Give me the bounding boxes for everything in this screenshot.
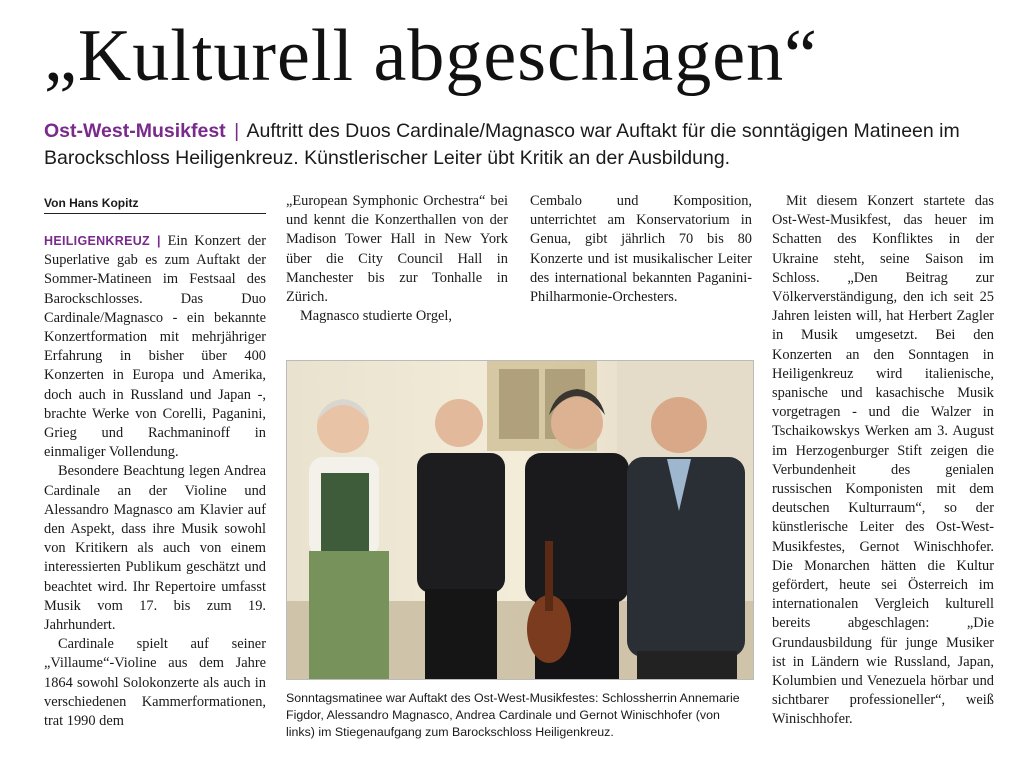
kicker-separator: | (234, 120, 240, 142)
kicker: Ost-West-Musikfest (44, 120, 226, 142)
paragraph-text: Ein Konzert der Superlative gab es zum Auftakt der Sommer-Matineen im Festsaal des Barockschlosses. Das Duo Cardinale/Magnasco - ein bekannte Konzertformation mit mehrjähriger Erfahrung in bisher über 400 Konzerten in Europa und Amerika, doch auch in Russland und Japan -, brachte Werke von Corelli, Paganini, Grieg und Rachmaninoff in einmaliger Vollendung. (44, 233, 266, 461)
dateline: HEILIGENKREUZ | (44, 234, 161, 248)
paragraph: Cardinale spielt auf seiner „Villaume“-Violine aus dem Jahre 1864 sowohl Solokonzerte als auch in verschiedenen Kammerformationen, trat 1990 dem (44, 636, 266, 730)
headline: „Kulturell abgeschlagen“ (44, 15, 818, 97)
photo-caption: Sonntagsmatinee war Auftakt des Ost-West-Musikfestes: Schlossherrin Annemarie Figdor, Alessandro Magnasco, Andrea Cardinale und Gernot Winischhofer (von links) im Stiegenaufgang zum Barockschloss Heiligenkreuz. (286, 691, 740, 739)
photo-illustration (287, 361, 753, 679)
paragraph: Magnasco studierte Orgel, (300, 308, 452, 325)
article-column-2 (286, 192, 508, 326)
article-column-3 (530, 192, 752, 307)
subheadline (44, 118, 984, 172)
deck-text: Auftritt des Duos Cardinale/Magnasco war Auftakt für die sonntägigen Matineen im Barockschloss Heiligenkreuz. Künstlerischer Leiter übt Kritik an der Ausbildung. (44, 120, 960, 169)
article-column-1 (44, 232, 266, 731)
paragraph: Mit diesem Konzert startete das Ost-West-Musikfest, das heuer im Schatten des Konfliktes in der Ukraine steht, seine Saison im Schloss. „Den Beitrag zur Völkerverständigung, den ich seit 25 Jahren leisten will, hat Herbert Zagler in Musik umgesetzt. Bei den Konzerten an den Sonntagen in Heiligenkreuz wird italienische, spanische und kasachische Musik vorgetragen - und die Walzer in Tschaikowskys Werken am 3. August im Herzogenburger Stift zeigen die Verbundenheit des genialen russischen Komponisten mit dem deutschen Kulturraum“, so der künstlerische Leiter des Ost-West-Musikfestes, Gernot Winischhofer. Die Monarchen hätten die Kultur gefördert, heute sei Österreich im internationalen Vergleich kulturell bereits abgeschlagen: „Die Grundausbildung für junge Musiker ist in Ländern wie Russland, Japan, Kolumbien und Venezuela hörbar und sichtbarer professioneller“, weiß Winischhofer. (772, 193, 994, 728)
paragraph: „European Symphonic Orchestra“ bei und kennt die Konzerthallen von der Madison Tower Hall in New York über die City Council Hall in Manchester bis zur Tonhalle in Zürich. (286, 193, 508, 306)
article-column-4 (772, 192, 994, 730)
article-photo (286, 360, 754, 680)
byline: Von Hans Kopitz (44, 196, 266, 214)
paragraph: Besondere Beachtung legen Andrea Cardinale an der Violine und Alessandro Magnasco am Klavier auf den Aspekt, dass ihre Musik sowohl von Kritikern als auch von einem interessierten Publikum geschätzt und beachtet wird. Ihr Repertoire umfasst Musik vom 17. bis zum 19. Jahrhundert. (44, 463, 266, 634)
paragraph: Cembalo und Komposition, unterrichtet am Konservatorium in Genua, gibt jährlich 70 bis 80 Konzerte und ist musikalischer Leiter des international bekannten Paganini-Philharmonie-Orchesters. (530, 193, 752, 306)
paragraph (44, 232, 266, 462)
